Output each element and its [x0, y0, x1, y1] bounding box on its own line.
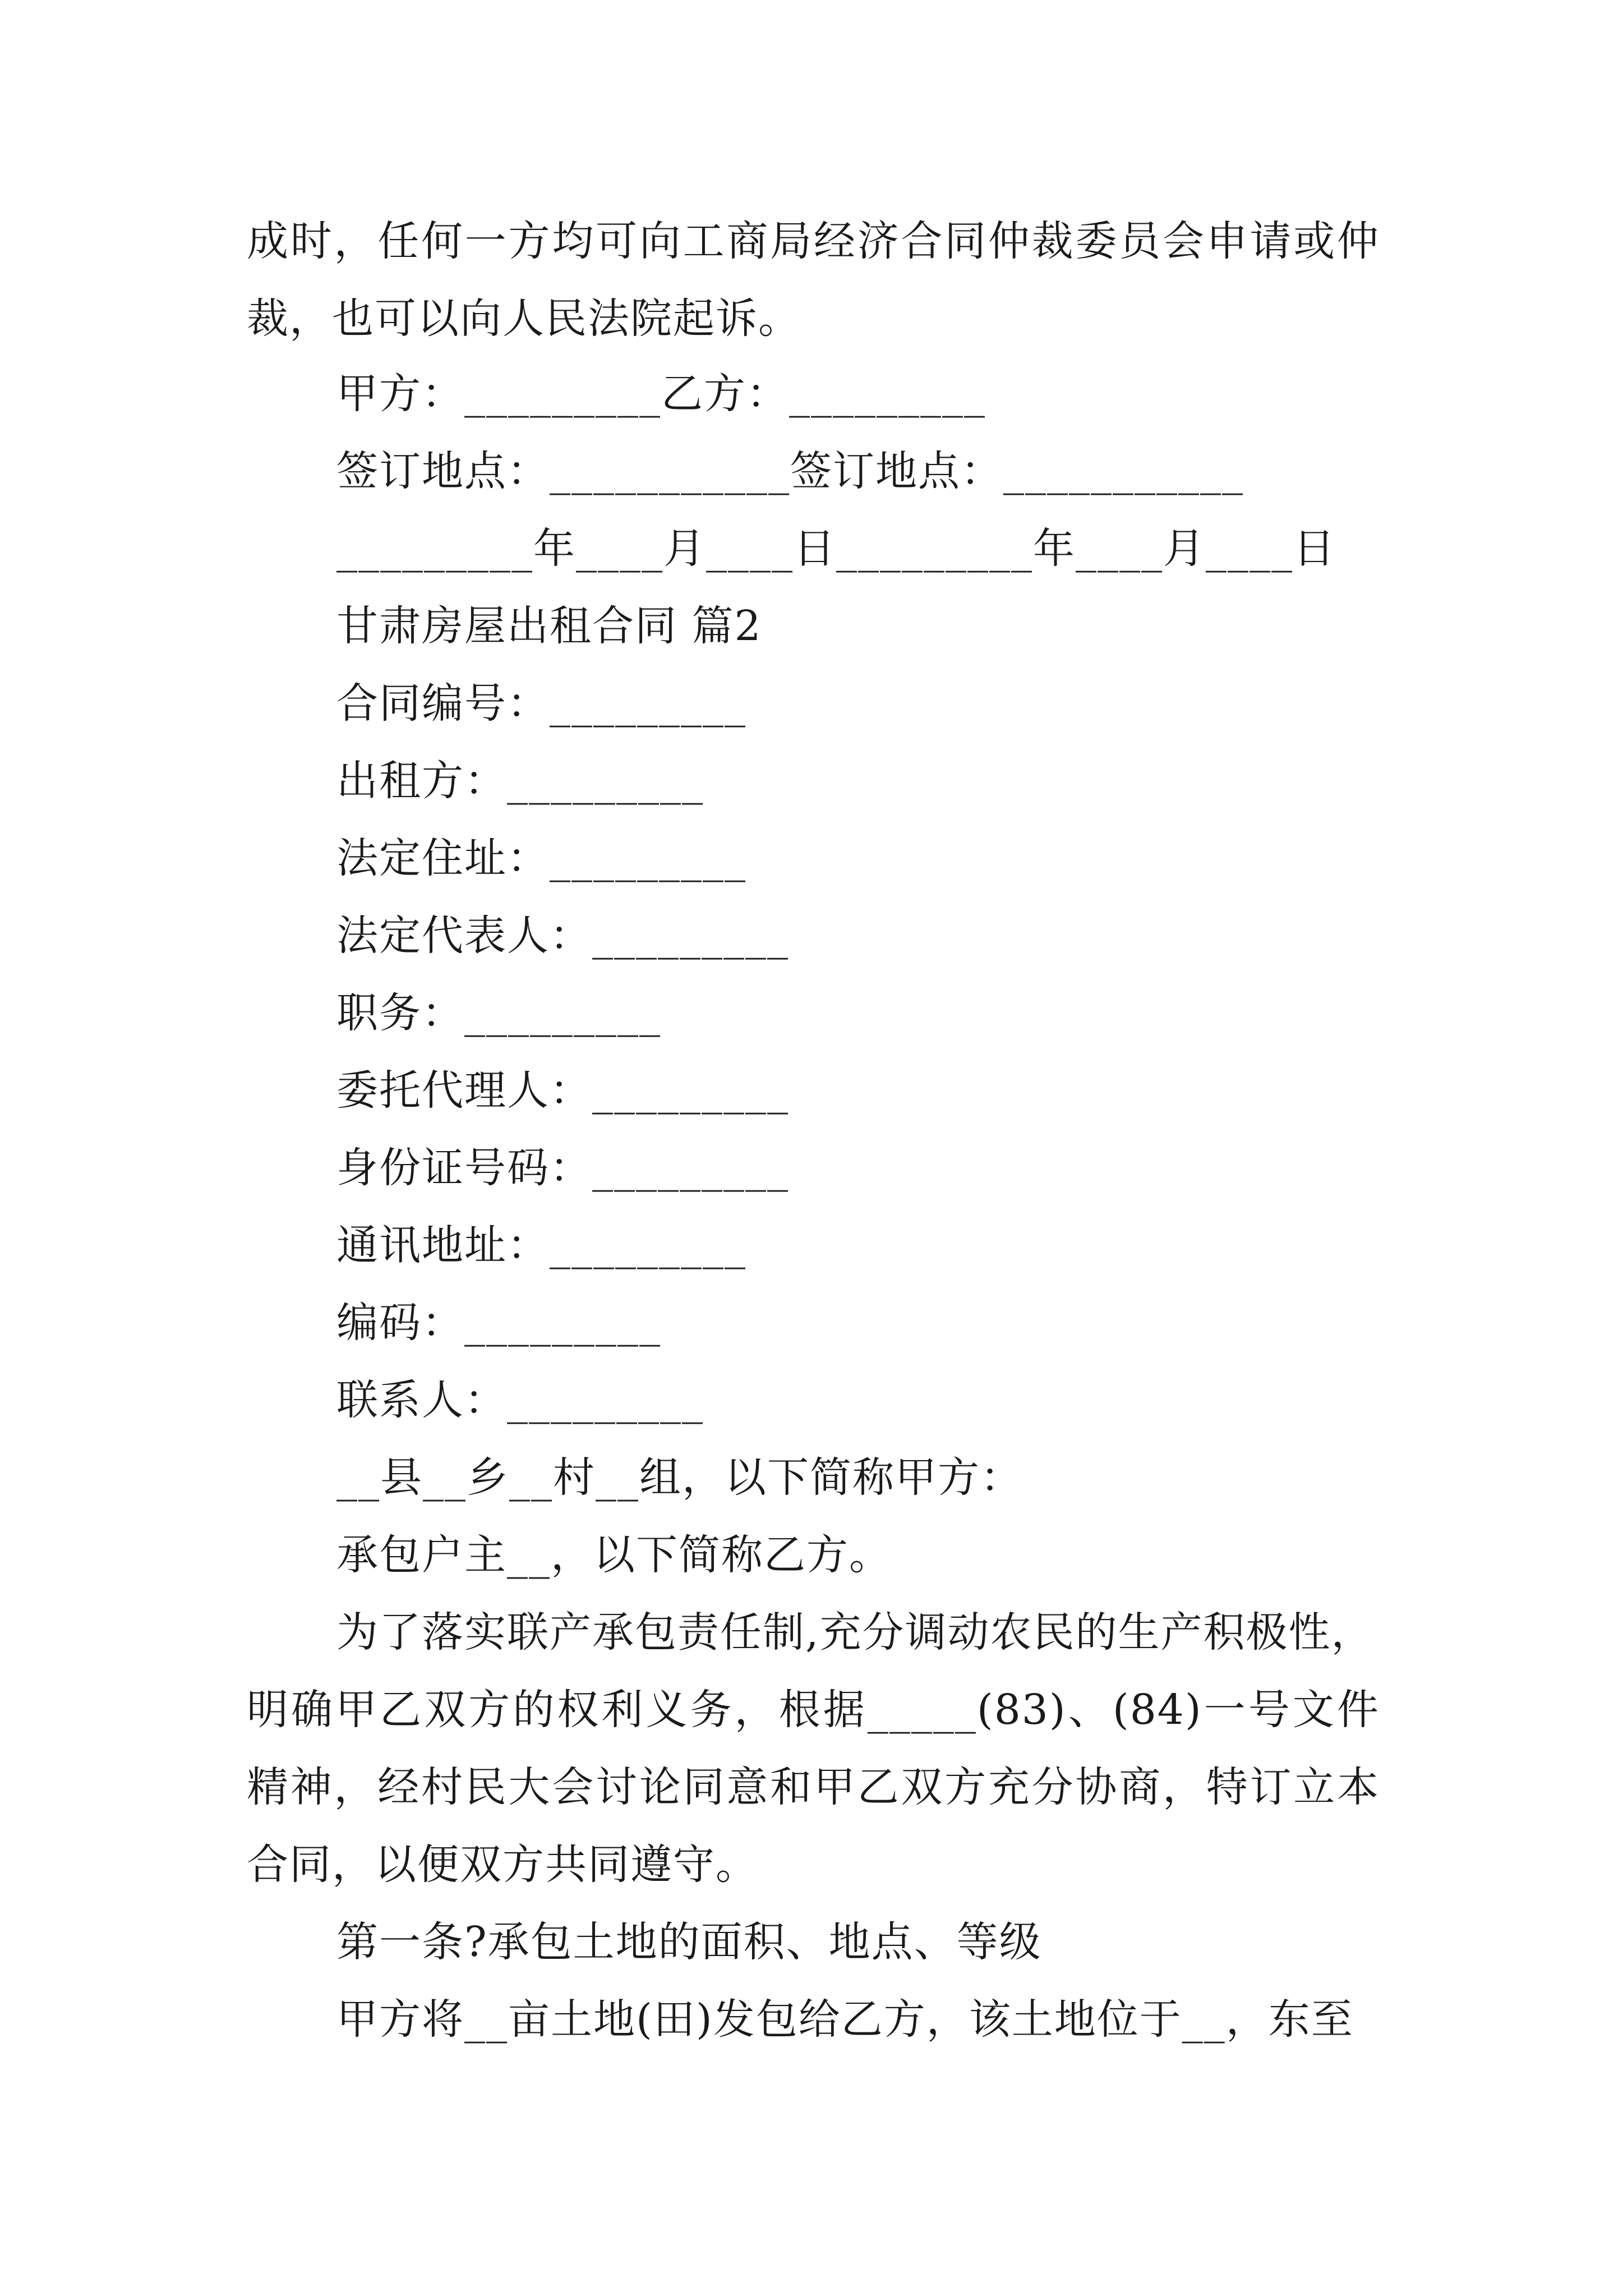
section-heading: 甘肃房屋出租合同 篇2 — [336, 602, 762, 650]
body-text-line: 甲方将__亩土地(田)发包给乙方，该土地位于__，东至 — [336, 1995, 1354, 2044]
party-signature-line: 甲方：_________乙方：_________ — [336, 370, 986, 418]
signing-place-line: 签订地点：___________签订地点：___________ — [336, 447, 1244, 495]
postal-code-field: 编码：_________ — [336, 1299, 661, 1347]
legal-address-field: 法定住址：_________ — [336, 834, 746, 882]
article-heading: 第一条?承包土地的面积、地点、等级 — [336, 1918, 1042, 1966]
agent-field: 委托代理人：_________ — [336, 1066, 789, 1115]
contact-person-field: 联系人：_________ — [336, 1376, 704, 1424]
body-text-line: 成时，任何一方均可向工商局经济合同仲裁委员会申请或仲 — [247, 217, 1380, 265]
body-text-line: 明确甲乙双方的权利义务，根据_____(83)、(84)一号文件 — [247, 1686, 1380, 1734]
legal-representative-field: 法定代表人：_________ — [336, 912, 789, 960]
position-field: 职务：_________ — [336, 989, 661, 1037]
lessor-field: 出租方：_________ — [336, 757, 704, 805]
signing-date-line: _________年____月____日_________年____月____日 — [336, 524, 1336, 573]
contract-number-field: 合同编号：_________ — [336, 679, 746, 728]
body-text-line: 合同，以便双方共同遵守。 — [247, 1841, 758, 1889]
party-b-line: 承包户主__，以下简称乙方。 — [336, 1531, 892, 1579]
mailing-address-field: 通讯地址：_________ — [336, 1221, 746, 1269]
body-text-line: 为了落实联产承包责任制,充分调动农民的生产积极性， — [336, 1608, 1374, 1657]
body-text-line: 裁，也可以向人民法院起诉。 — [247, 295, 801, 343]
body-text-line: 精神，经村民大会讨论同意和甲乙双方充分协商，特订立本 — [247, 1763, 1380, 1811]
party-a-line: __县__乡__村__组，以下简称甲方： — [336, 1453, 1023, 1502]
id-number-field: 身份证号码：_________ — [336, 1144, 789, 1192]
